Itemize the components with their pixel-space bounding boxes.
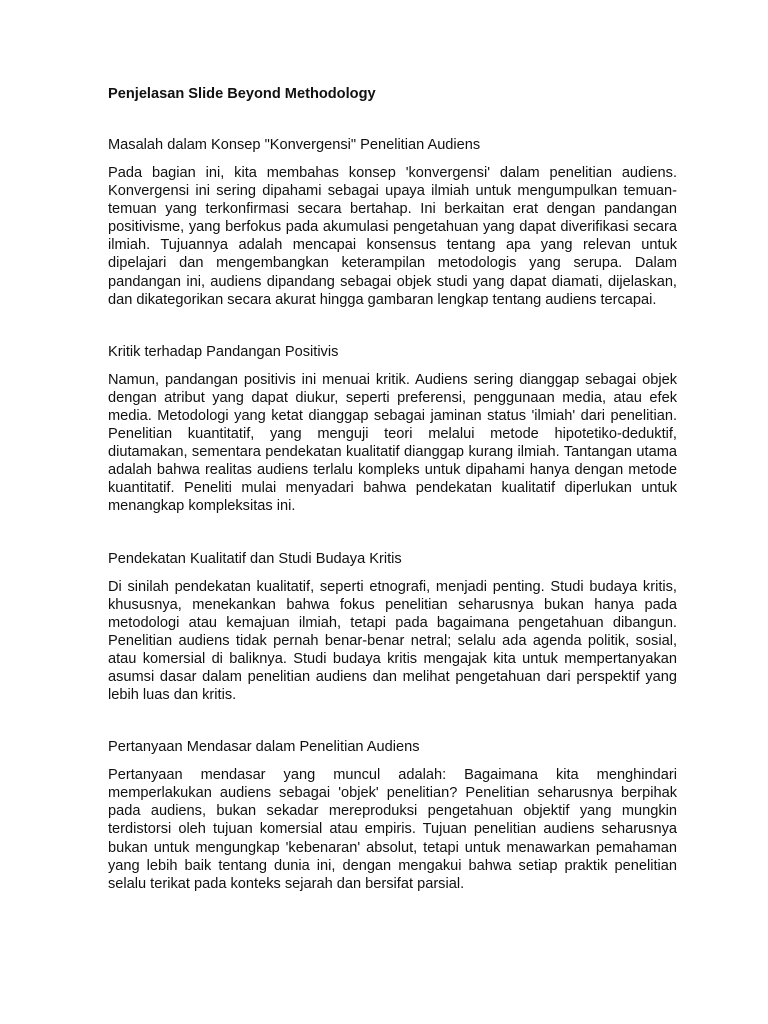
section-paragraph: Pada bagian ini, kita membahas konsep 'konvergensi' dalam penelitian audiens. Konvergensi ini sering dipahami sebagai upaya ilmiah untuk mengumpulkan temuan-temuan yang terkonfirmasi secara bertahap. Ini berkaitan erat dengan pandangan positivisme, yang berfokus pada akumulasi pengetahuan yang dapat diverifikasi secara ilmiah. Tujuannya adalah mencapai konsensus tentang apa yang relevan untuk dipelajari dan mengembangkan keterampilan metodologis yang serupa. Dalam pandangan ini, audiens dipandang sebagai objek studi yang dapat diamati, dijelaskan, dan dikategorikan secara akurat hingga gambaran lengkap tentang audiens tercapai. xyxy=(108,165,677,308)
section-heading: Masalah dalam Konsep "Konvergensi" Penelitian Audiens xyxy=(108,137,481,153)
section-heading: Kritik terhadap Pandangan Positivis xyxy=(108,343,339,360)
document-title: Penjelasan Slide Beyond Methodology xyxy=(108,86,376,102)
section-kritik-positivis xyxy=(108,343,677,516)
section-heading: Pendekatan Kualitatif dan Studi Budaya Kritis xyxy=(108,550,402,567)
section-paragraph: Namun, pandangan positivis ini menuai kritik. Audiens sering dianggap sebagai objek dengan atribut yang dapat diukur, seperti preferensi, penggunaan media, atau efek media. Metodologi yang ketat dianggap sebagai jaminan status 'ilmiah' dari penelitian. Penelitian kuantitatif, yang menguji teori melalui metode hipotetiko-deduktif, diutamakan, sementara pendekatan kualitatif dianggap kurang ilmiah. Tantangan utama adalah bahwa realitas audiens terlalu kompleks untuk dipahami hanya dengan metode kuantitatif. Peneliti mulai menyadari bahwa pendekatan kualitatif diperlukan untuk menangkap kompleksitas ini. xyxy=(108,371,677,515)
section-pertanyaan-mendasar xyxy=(108,738,677,893)
section-paragraph: Pertanyaan mendasar yang muncul adalah: Bagaimana kita menghindari memperlakukan audiens sebagai 'objek' penelitian? Penelitian seharusnya berpihak pada audiens, bukan sekadar mereproduksi pengetahuan objektif yang mungkin terdistorsi oleh tujuan komersial atau empiris. Tujuan penelitian audiens seharusnya bukan untuk mengungkap 'kebenaran' absolut, tetapi untuk menawarkan pemahaman yang lebih baik tentang dunia ini, dengan mengakui bahwa setiap praktik penelitian selalu terikat pada konteks sejarah dan bersifat parsial. xyxy=(108,767,677,892)
section-heading: Pertanyaan Mendasar dalam Penelitian Audiens xyxy=(108,739,420,756)
section-pendekatan-kualitatif xyxy=(108,550,677,705)
document-page xyxy=(108,84,677,927)
section-paragraph: Di sinilah pendekatan kualitatif, seperti etnografi, menjadi penting. Studi budaya kritis, khususnya, menekankan bahwa fokus penelitian seharusnya bukan hanya pada metodologi atau kemajuan ilmiah, tetapi pada bagaimana pengetahuan dibangun. Penelitian audiens tidak pernah benar-benar netral; selalu ada agenda politik, sosial, atau komersial di baliknya. Studi budaya kritis mengajak kita untuk mempertanyakan asumsi dasar dalam penelitian audiens dan melihat pengetahuan dari perspektif yang lebih luas dan kritis. xyxy=(108,578,677,704)
section-konvergensi xyxy=(108,136,677,309)
